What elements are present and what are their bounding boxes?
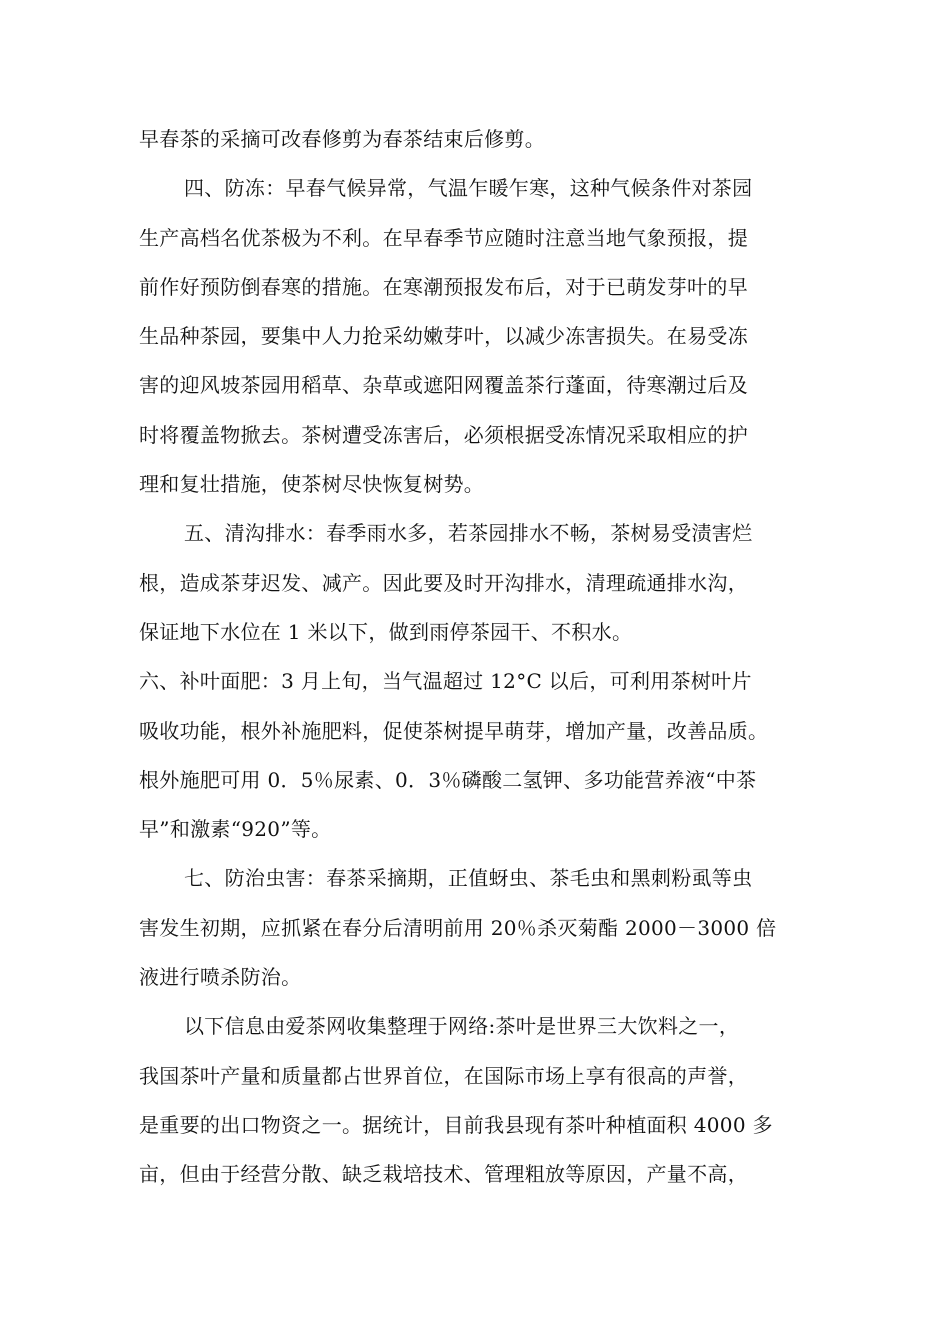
text-line: 以下信息由爱茶网收集整理于网络:茶叶是世界三大饮料之一，	[184, 1014, 740, 1039]
text-line: 是重要的出口物资之一。据统计，目前我县现有茶叶种植面积 4000 多	[139, 1112, 773, 1137]
text-line: 我国茶叶产量和质量都占世界首位，在国际市场上享有很高的声誉，	[139, 1063, 748, 1088]
text-line: 根外施肥可用 0．5％尿素、0．3％磷酸二氢钾、多功能营养液“中茶	[139, 767, 757, 792]
document-body	[139, 115, 839, 1200]
text-line: 七、防治虫害：春茶采摘期，正值蚜虫、茶毛虫和黑刺粉虱等虫	[184, 866, 753, 891]
text-line: 四、防冻：早春气候异常，气温乍暖乍寒，这种气候条件对茶园	[184, 176, 753, 201]
text-line: 害发生初期，应抓紧在春分后清明前用 20％杀灭菊酯 2000－3000 倍	[139, 915, 777, 940]
text-line: 早”和激素“920”等。	[139, 817, 332, 842]
text-line: 生品种茶园，要集中人力抢采幼嫩芽叶，以减少冻害损失。在易受冻	[139, 324, 748, 349]
text-line: 六、补叶面肥：3 月上旬，当气温超过 12°C 以后，可利用茶树叶片	[139, 669, 752, 694]
text-line: 吸收功能，根外补施肥料，促使茶树提早萌芽，增加产量，改善品质。	[139, 718, 769, 743]
text-line: 时将覆盖物掀去。茶树遭受冻害后，必须根据受冻情况采取相应的护	[139, 422, 748, 447]
text-line: 生产高档名优茶极为不利。在早春季节应随时注意当地气象预报，提	[139, 225, 748, 250]
text-line: 早春茶的采摘可改春修剪为春茶结束后修剪。	[139, 127, 545, 151]
text-line: 液进行喷杀防治。	[139, 965, 302, 990]
text-line: 保证地下水位在 1 米以下，做到雨停茶园干、不积水。	[139, 619, 633, 644]
text-line: 亩，但由于经营分散、缺乏栽培技术、管理粗放等原因，产量不高，	[139, 1162, 748, 1187]
text-line: 理和复壮措施，使茶树尽快恢复树势。	[139, 472, 485, 497]
text-line: 根，造成茶芽迟发、减产。因此要及时开沟排水，清理疏通排水沟，	[139, 570, 748, 595]
text-line: 前作好预防倒春寒的措施。在寒潮预报发布后，对于已萌发芽叶的早	[139, 274, 748, 299]
text-line: 害的迎风坡茶园用稻草、杂草或遮阳网覆盖茶行蓬面，待寒潮过后及	[139, 373, 748, 398]
text-line: 五、清沟排水：春季雨水多，若茶园排水不畅，茶树易受渍害烂	[184, 521, 753, 546]
